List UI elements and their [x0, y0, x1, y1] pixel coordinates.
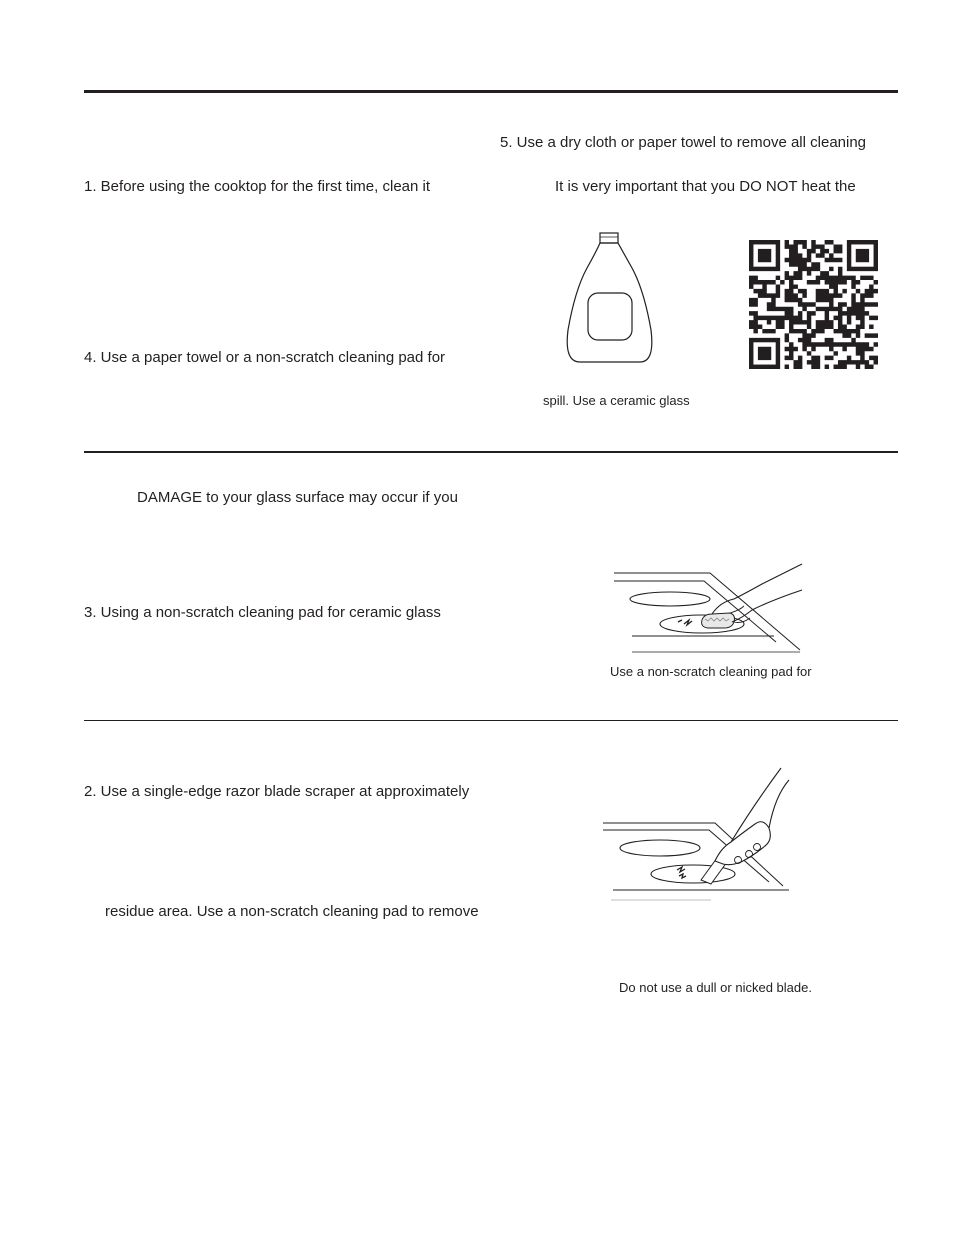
step1-text: 1. Before using the cooktop for the first time, clean it [84, 178, 431, 195]
cleaning-pad-illustration [612, 562, 804, 658]
step2-text: 2. Use a single-edge razor blade scraper at approximately [84, 783, 470, 800]
damage-warning: DAMAGE to your glass surface may occur if you [137, 489, 458, 506]
middle-caption: Use a non-scratch cleaning pad for [610, 664, 812, 679]
razor-scraper-illustration [603, 766, 793, 904]
residue-text: residue area. Use a non-scratch cleaning pad to remove [105, 903, 479, 920]
step3-text: 3. Using a non-scratch cleaning pad for ceramic glass [84, 604, 441, 621]
top-divider [84, 90, 898, 93]
step5-text: 5. Use a dry cloth or paper towel to remove all cleaning [500, 134, 867, 151]
bottom-caption: Do not use a dull or nicked blade. [619, 980, 812, 995]
important-note: It is very important that you DO NOT heat the [555, 178, 856, 195]
cleaner-bottle-icon [560, 230, 660, 366]
qr-finder-pattern [849, 242, 876, 269]
top-caption: spill. Use a ceramic glass [543, 393, 690, 408]
section-divider-1 [84, 451, 898, 453]
qr-finder-pattern [751, 242, 778, 269]
step4-text: 4. Use a paper towel or a non-scratch cleaning pad for [84, 349, 446, 366]
qr-finder-pattern [751, 340, 778, 367]
qr-code-icon [749, 240, 878, 369]
section-divider-2 [84, 720, 898, 721]
